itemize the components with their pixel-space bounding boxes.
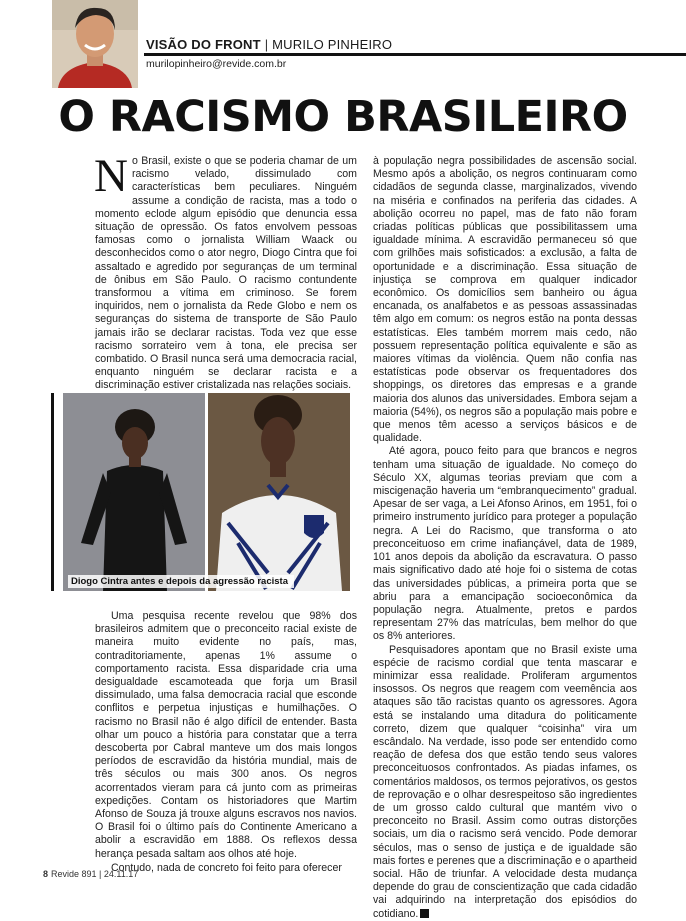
article-column-left-top: [94, 150, 357, 393]
photo-caption: Diogo Cintra antes e depois da agressão racista: [68, 575, 294, 588]
article-headline: O RACISMO BRASILEIRO: [58, 92, 628, 142]
article-paragraph-3-continued: à população negra possibilidades de ascensão social. Mesmo após a abolição, os negros continuaram como cidadãos de segunda classe, marginalizados, vivendo na miséria e confinados na periferia das cidades. A abolição ocorreu no papel, mas de fato não foram criadas políticas públicas que possibilitassem uma igualdade mínima. A escravidão permaneceu só que com grilhões mais sofisticados: a exclusão, a falta de oportunidade e a discriminação. Essa situação de injustiça se comprova em qualquer indicador econômico. Os domicílios sem banheiro ou água encanada, os analfabetos e as pessoas assassinadas têm algo em comum: os negros estão na ponta dessas estatísticas. Eles também morrem mais cedo, não possuem representação política equivalente e são as maiores vítimas da violência. Quem não confia nas estatísticas pode observar os frequentadores dos shoppings, os diretores das empresas e a grande maioria dos alunos das universidades. Embora sejam a maioria (54%), os negros são a população mais pobre e que menos têm acesso a serviços básicos e de qualidade.: [373, 155, 637, 445]
article-paragraph-1: [94, 150, 357, 393]
article-paragraph-4: Até agora, pouco feito para que brancos e negros tenham uma situação de igualdade. No começo do Século XX, algumas teorias previam que com a miscigenação haveria um “embranquecimento” gradual. Apesar de ser vaga, a Lei Afonso Arinos, em 1951, foi o primeiro instrumento jurídico para proteger a população negra. A Lei do Racismo, que transforma o ato preconceituoso em crime inafiançável, data de 1989, 101 anos depois da abolição da escravatura. O passo mais significativo dado até hoje foi o sistema de cotas das universidades públicas, a primeira porta que se abriu para a emancipação socioeconômica da população negra. Atualmente, pretos e pardos representam 27% das matrículas, bem melhor do que os 8% anteriores.: [373, 445, 637, 643]
column-header: [146, 37, 392, 52]
author-email: murilopinheiro@revide.com.br: [146, 58, 287, 70]
column-name: VISÃO DO FRONT: [146, 37, 261, 52]
article-column-right: [373, 155, 637, 921]
photo-accent-bar: [51, 393, 54, 591]
paragraph-text: Pesquisadores apontam que no Brasil existe uma espécie de racismo cordial que tenta mascarar e minimizar essa realidade. Proliferam argumentos insossos. Os negros que reagem com veemência aos ataques são tão racistas quanto os agressores. Agora está se instalando uma ditadura do politicamente correto, dizem que qualquer “coisinha” vira um escândalo. Na verdade, isso pode ser entendido como reação de defesa dos que estão tendo seus valores preconceituosos confrontados. As piadas infames, os comentários maldosos, os termos pejorativos, os gestos de reprovação e o olhar desrespeitoso são ingredientes de um grosso caldo cultural que mantém vivo o preconceito no Brasil. Assim como outras distorções sociais, um dia o racismo será vencido. Pode demorar séculos, mas o senso de justiça e de igualdade são mais fortes e perenes que a discriminação e o apartheid social. Hão de triunfar. A velocidade desta mudança depende do grau de conscientização que cada cidadão vai adquirindo na interpretação dos episódios do cotidiano.: [373, 643, 637, 920]
header-rule: [144, 53, 686, 56]
header-separator: |: [264, 37, 269, 52]
photo-after: [208, 393, 350, 591]
article-paragraph-5: [373, 644, 637, 921]
article-paragraph-3: Contudo, nada de concreto foi feito para oferecer: [111, 861, 342, 874]
article-column-left-bottom: [95, 610, 357, 875]
drop-cap: N: [94, 150, 128, 202]
issue-info: Revide 891 | 24.11.17: [51, 869, 139, 879]
author-photo: [52, 0, 138, 88]
page-footer: [43, 869, 138, 879]
article-paragraph-2: Uma pesquisa recente revelou que 98% dos brasileiros admitem que o preconceito racial existe de maneira muito evidente no país, mas, contraditoriamente, apenas 1% assume o comportamento racista. Essa disparidade cria uma desigualdade escamoteada que forja um Brasil dissimulado, uma falsa democracia racial que esconde conflitos e perpetua injustiças e humilhações. O racismo no Brasil não é algo difícil de entender. Basta olhar um pouco a história para constatar que a terra descoberta por Cabral manteve um dos mais longos períodos de escravidão da história mundial, mais de três séculos ou mais 300 anos. Os negros acorrentados vieram para cá junto com as primeiras expedições. Contam os historiadores que Martim Afonso de Souza já trouxe alguns escravos nos navios. O Brasil foi o último país do Continente Americano a abolir a escravidão em 1888. Os reflexos dessa herança pesada saltam aos olhos até hoje.: [95, 610, 357, 860]
end-of-article-icon: [420, 909, 429, 918]
page-number: 8: [43, 869, 49, 879]
author-name: MURILO PINHEIRO: [272, 37, 393, 52]
paragraph-text: o Brasil, existe o que se poderia chamar de um racismo velado, dissimulado com características bem peculiares. Ninguém assume a condição de racista, mas a todo o momento eclode algum episódio que denuncia essa situação de opressão. Os fatos envolvem pessoas famosas como o jornalista William Waack ou desconhecidos como o ator negro, Diogo Cintra que foi assaltado e agredido por seguranças de um terminal de ônibus em São Paulo. O racismo contundente transformou a vítima em criminoso. Se forem inquiridos, nem o jornalista da Rede Globo e nem os seguranças do sistema de transporte de São Paulo jamais irão se declarar racistas. Toda vez que esse racismo sorrateiro vem à tona, ele precisa ser combatido. O Brasil nunca será uma democracia racial, enquanto ninguém se declarar racista e a discriminação estiver cristalizada nas relações sociais.: [95, 155, 357, 392]
photo-before: [63, 393, 205, 591]
